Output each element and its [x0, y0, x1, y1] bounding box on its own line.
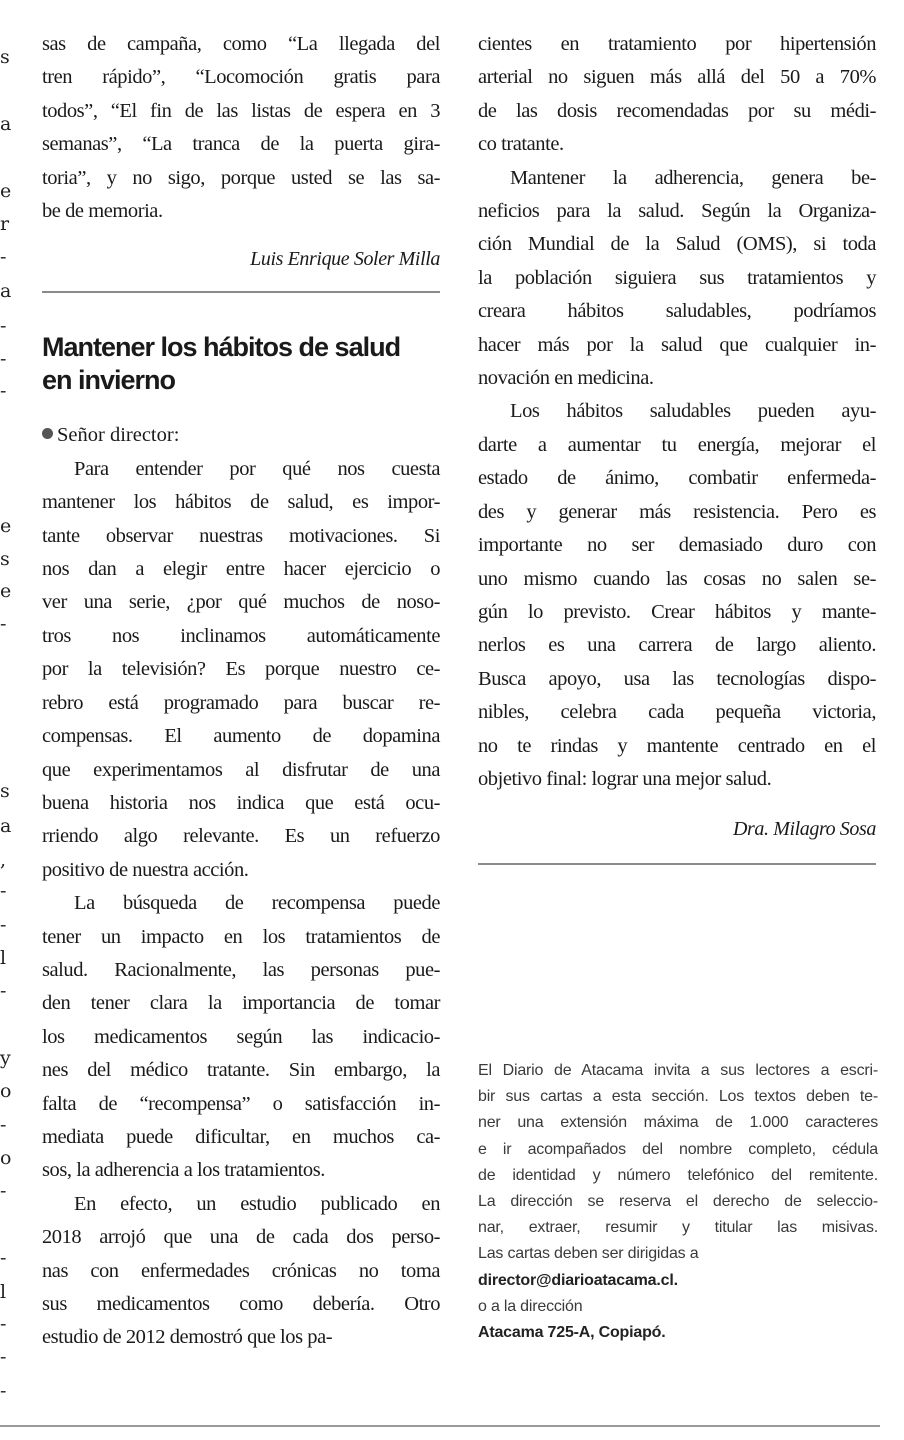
- text-line: nos dan a elegir entre hacer ejercicio o: [42, 558, 440, 581]
- edge-fragment: e: [0, 180, 12, 202]
- text-line: des y generar más resistencia. Pero es: [478, 500, 876, 523]
- letter2-signature: Dra. Milagro Sosa: [732, 818, 876, 841]
- edge-fragment: e: [0, 580, 12, 602]
- note-line: La dirección se reserva el derecho de seleccio-: [478, 1193, 878, 1211]
- text-line: importante no ser demasiado duro con: [478, 534, 876, 557]
- text-line: sos, la adherencia a los tratamientos.: [42, 1159, 325, 1182]
- edge-fragment: -: [0, 315, 7, 337]
- text-line: compensas. El aumento de dopamina: [42, 725, 440, 748]
- text-line: novación en medicina.: [478, 367, 654, 390]
- text-line: buena historia nos indica que está ocu-: [42, 791, 440, 814]
- bottom-rule: [0, 1425, 880, 1427]
- paragraph: [478, 395, 876, 796]
- edge-fragment: e: [0, 515, 12, 537]
- letter2-body-left: [42, 453, 440, 1355]
- letter-title-line: en invierno: [42, 365, 176, 396]
- text-line: hacer más por la salud que cualquier in-: [478, 333, 876, 356]
- text-line: nes del médico tratante. Sin embargo, la: [42, 1059, 440, 1082]
- edge-fragment: s: [0, 46, 10, 68]
- text-line: toria”, y no sigo, porque usted se las sa-: [42, 166, 440, 189]
- salutation-text: Señor director:: [57, 424, 180, 447]
- text-line: la población siguiera sus tratamientos y: [478, 266, 876, 289]
- text-line: Para entender por qué nos cuesta: [74, 457, 440, 480]
- paragraph: [478, 162, 876, 396]
- text-line: darte a aumentar tu energía, mejorar el: [478, 433, 876, 456]
- text-line: rebro está programado para buscar re-: [42, 691, 440, 714]
- text-line: co tratante.: [478, 133, 564, 156]
- text-line: Busca apoyo, usa las tecnologías dispo-: [478, 667, 876, 690]
- text-line: estudio de 2012 demostró que los pa-: [42, 1326, 333, 1349]
- text-line: tener un impacto en los tratamientos de: [42, 925, 440, 948]
- edge-fragment: -: [0, 1247, 7, 1269]
- text-line: En efecto, un estudio publicado en: [74, 1192, 440, 1215]
- letter1-signature: Luis Enrique Soler Milla: [250, 248, 440, 271]
- submission-note: [478, 1058, 878, 1346]
- text-line: rriendo algo relevante. Es un refuerzo: [42, 825, 440, 848]
- text-line: todos”, “El fin de las listas de espera en 3: [42, 99, 440, 122]
- text-line: nibles, celebra cada pequeña victoria,: [478, 701, 876, 724]
- text-line: Mantener la adherencia, genera be-: [510, 166, 876, 189]
- text-line: mediata puede dificultar, en muchos ca-: [42, 1125, 440, 1148]
- text-line: de las dosis recomendadas por su médi-: [478, 99, 876, 122]
- right-column: [478, 28, 876, 865]
- edge-fragment: -: [0, 1313, 7, 1335]
- edge-fragment: o: [0, 1147, 12, 1169]
- section-divider: [478, 863, 876, 865]
- edge-fragment: -: [0, 613, 7, 635]
- edge-fragment: a: [0, 815, 12, 837]
- note-line: bir sus cartas a esta sección. Los textos deben te-: [478, 1088, 878, 1106]
- edge-fragment: a: [0, 280, 12, 302]
- edge-fragment: -: [0, 380, 7, 402]
- text-line: uno mismo cuando las cosas no salen se-: [478, 567, 876, 590]
- edge-fragment: -: [0, 1346, 7, 1368]
- salutation: [42, 419, 440, 452]
- text-line: gún lo previsto. Crear hábitos y mante-: [478, 600, 876, 623]
- text-line: Los hábitos saludables pueden ayu-: [510, 400, 876, 423]
- note-line: nar, extraer, resumir y titular las misivas.: [478, 1219, 878, 1237]
- edge-fragment: -: [0, 348, 7, 370]
- submission-address: Atacama 725-A, Copiapó.: [478, 1324, 666, 1342]
- edge-fragment: -: [0, 1180, 7, 1202]
- note-line: ner una extensión máxima de 1.000 caracteres: [478, 1114, 878, 1132]
- text-line: be de memoria.: [42, 200, 163, 223]
- edge-fragment: -: [0, 914, 7, 936]
- edge-fragment: ,: [0, 849, 7, 871]
- text-line: positivo de nuestra acción.: [42, 858, 249, 881]
- text-line: neficios para la salud. Según la Organiza-: [478, 200, 876, 223]
- text-line: por la televisión? Es porque nuestro ce-: [42, 658, 440, 681]
- edge-fragment: -: [0, 246, 7, 268]
- text-line: que experimentamos al disfrutar de una: [42, 758, 440, 781]
- submission-email: director@diarioatacama.cl.: [478, 1271, 678, 1289]
- text-line: tros nos inclinamos automáticamente: [42, 624, 440, 647]
- edge-fragment: -: [0, 1380, 7, 1402]
- text-line: no te rindas y mantente centrado en el: [478, 734, 876, 757]
- text-line: tante observar nuestras motivaciones. Si: [42, 524, 440, 547]
- edge-fragment: r: [0, 213, 10, 235]
- paragraph: [42, 1188, 440, 1355]
- text-line: los medicamentos según las indicacio-: [42, 1025, 440, 1048]
- paragraph: [42, 887, 440, 1188]
- letter2-body-right: [478, 28, 876, 796]
- paragraph: [478, 28, 876, 162]
- paragraph: [42, 453, 440, 887]
- text-line: estado de ánimo, combatir enfermeda-: [478, 467, 876, 490]
- text-line: creara hábitos saludables, podríamos: [478, 300, 876, 323]
- note-line: El Diario de Atacama invita a sus lectores a escri-: [478, 1062, 878, 1079]
- text-line: tren rápido”, “Locomoción gratis para: [42, 66, 440, 89]
- edge-fragment: -: [0, 1114, 7, 1136]
- note-line: de identidad y número telefónico del remitente.: [478, 1166, 878, 1184]
- text-line: salud. Racionalmente, las personas pue-: [42, 958, 440, 981]
- text-line: falta de “recompensa” o satisfacción in-: [42, 1092, 440, 1115]
- text-line: semanas”, “La tranca de la puerta gira-: [42, 133, 440, 156]
- edge-fragment: -: [0, 980, 7, 1002]
- edge-fragment: s: [0, 780, 10, 802]
- edge-fragment: y: [0, 1047, 11, 1069]
- text-line: arterial no siguen más allá del 50 a 70%: [478, 66, 876, 89]
- text-line: cientes en tratamiento por hipertensión: [478, 33, 876, 55]
- edge-fragment: l: [0, 947, 7, 969]
- text-line: den tener clara la importancia de tomar: [42, 992, 440, 1015]
- text-line: nas con enfermedades crónicas no toma: [42, 1259, 440, 1282]
- letter1-closing: [42, 28, 440, 228]
- edge-fragment: -: [0, 880, 7, 902]
- text-line: sus medicamentos como debería. Otro: [42, 1293, 440, 1315]
- text-line: ver una serie, ¿por qué muchos de noso-: [42, 591, 440, 614]
- text-line: La búsqueda de recompensa puede: [74, 892, 440, 915]
- note-line: e ir acompañados del nombre completo, cédula: [478, 1140, 878, 1158]
- text-line: 2018 arrojó que una de cada dos perso-: [42, 1226, 440, 1249]
- letter-title: [42, 331, 440, 397]
- text-line: sas de campaña, como “La llegada del: [42, 33, 440, 55]
- bullet-icon: [42, 428, 53, 439]
- note-line: Las cartas deben ser dirigidas a: [478, 1245, 699, 1263]
- text-line: ción Mundial de la Salud (OMS), si toda: [478, 233, 876, 256]
- edge-fragment: o: [0, 1080, 12, 1102]
- text-line: mantener los hábitos de salud, es impor-: [42, 491, 440, 514]
- left-column: [42, 28, 440, 1355]
- edge-fragment: a: [0, 113, 12, 135]
- letter-title-line: Mantener los hábitos de salud: [42, 332, 401, 363]
- text-line: objetivo final: lograr una mejor salud.: [478, 767, 772, 790]
- text-line: nerlos es una carrera de largo aliento.: [478, 634, 876, 657]
- edge-fragment: s: [0, 548, 10, 570]
- edge-fragment: l: [0, 1281, 7, 1303]
- submission-address-intro: o a la dirección: [478, 1297, 583, 1315]
